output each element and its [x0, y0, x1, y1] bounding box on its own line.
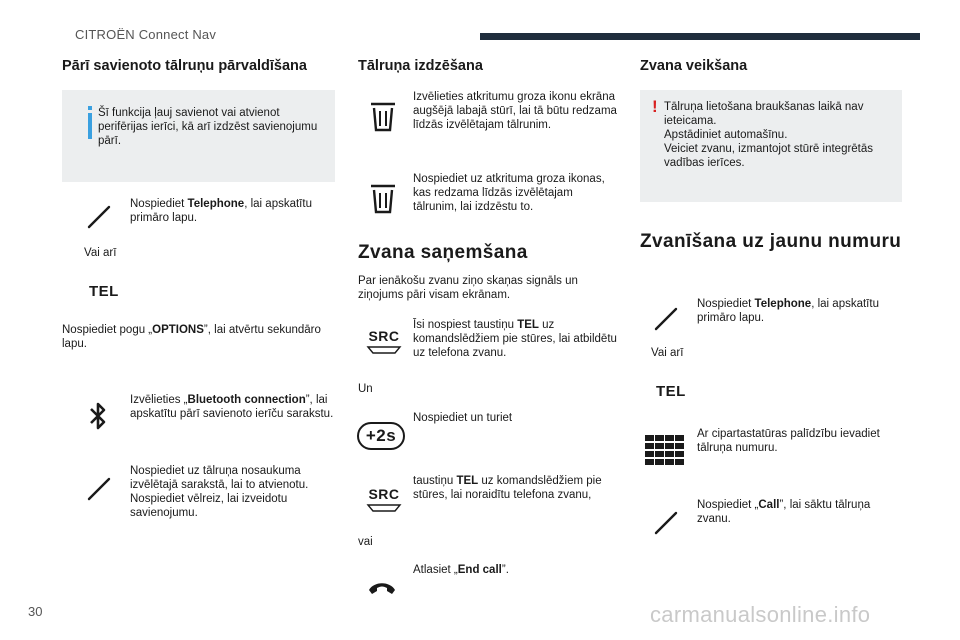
phone-icon	[653, 510, 679, 536]
trash-press-text: Nospiediet uz atkrituma groza ikonas, kas redzama līdzās izvēlētajam tālrunim, lai izdzēstu to.	[413, 173, 605, 213]
src-label: SRC	[368, 328, 400, 344]
and-label: Un	[358, 383, 373, 395]
src-answer-text: Īsi nospiest taustiņu TEL uz komandslēdžiem pie stūres, lai atbildētu uz telefona zvanu.	[413, 319, 617, 359]
hold-2s-label: +2s	[365, 426, 397, 445]
section-title-new-number: Zvanīšana uz jaunu numuru	[640, 231, 902, 252]
tel-button-label: TEL	[656, 383, 686, 400]
info-note-text: Šī funkcija ļauj savienot vai atvienot perifērijas ierīci, kā arī izdzēst savienojumu pārī.	[98, 107, 318, 147]
bluetooth-icon	[88, 400, 108, 432]
warning-text: Tālruņa lietošana braukšanas laikā nav ieteicama. Apstādiniet automašīnu. Veiciet zvanu, izmantojot stūrē integrētās vadības ierīces.	[664, 101, 874, 169]
info-icon	[88, 106, 92, 139]
warning-note	[640, 90, 902, 202]
phone-icon	[86, 476, 112, 502]
src-reject-text: taustiņu TEL uz komandslēdžiem pie stūres, lai noraidītu telefona zvanu,	[413, 475, 602, 501]
section-title-receive-call: Zvana saņemšana	[358, 242, 528, 263]
page-number: 30	[28, 604, 43, 619]
phone-icon	[653, 306, 679, 332]
section-title-paired-phones: Pārī savienoto tālruņu pārvaldīšana	[62, 58, 307, 74]
keypad-icon	[645, 435, 685, 465]
watermark: carmanualsonline.info	[650, 602, 871, 627]
call-text: Nospiediet „Call”, lai sāktu tālruņa zvanu.	[697, 499, 871, 525]
receive-intro-text: Par ienākošu zvanu ziņo skaņas signāls un ziņojums pāri visam ekrānam.	[358, 275, 578, 301]
header-bar	[480, 33, 920, 40]
warning-icon: !	[652, 97, 658, 116]
info-note	[62, 90, 335, 182]
trash-select-text: Izvēlieties atkritumu groza ikonu ekrāna augšējā labajā stūrī, lai tā būtu redzama līdzās izvēlētajam tālrunim.	[413, 91, 617, 131]
options-text: Nospiediet pogu „OPTIONS”, lai atvērtu sekundāro lapu.	[62, 324, 321, 350]
src-button-icon	[366, 328, 402, 358]
hold-2s-badge	[357, 422, 405, 450]
or-label: Vai arī	[84, 247, 117, 259]
section-title-delete-phone: Tālruņa izdzēšana	[358, 58, 483, 74]
trash-icon	[368, 100, 398, 132]
keypad-text: Ar cipartastatūras palīdzību ievadiet tālruņa numuru.	[697, 428, 880, 454]
trash-icon	[368, 182, 398, 214]
section-title-make-call: Zvana veikšana	[640, 58, 748, 74]
end-call-icon	[366, 578, 398, 596]
step-telephone-text: Nospiediet Telephone, lai apskatītu primāro lapu.	[130, 198, 312, 224]
step-telephone-text: Nospiediet Telephone, lai apskatītu primāro lapu.	[697, 298, 879, 324]
or-label: Vai arī	[651, 347, 684, 359]
phone-name-text: Nospiediet uz tālruņa nosaukuma izvēlētajā sarakstā, lai to atvienotu. Nospiediet vēlreiz, lai izveidotu savienojumu.	[130, 465, 309, 519]
bluetooth-connection-text: Izvēlieties „Bluetooth connection”, lai apskatītu pārī savienoto ierīču sarakstu.	[130, 394, 334, 420]
press-hold-text: Nospiediet un turiet	[413, 412, 513, 424]
src-label: SRC	[368, 486, 400, 502]
end-call-text: Atlasiet „End call”.	[413, 564, 509, 576]
or-label: vai	[358, 536, 373, 548]
document-header-title: CITROËN Connect Nav	[75, 27, 217, 42]
tel-button-label: TEL	[89, 283, 119, 300]
src-button-icon	[366, 486, 402, 516]
phone-icon	[86, 204, 112, 230]
